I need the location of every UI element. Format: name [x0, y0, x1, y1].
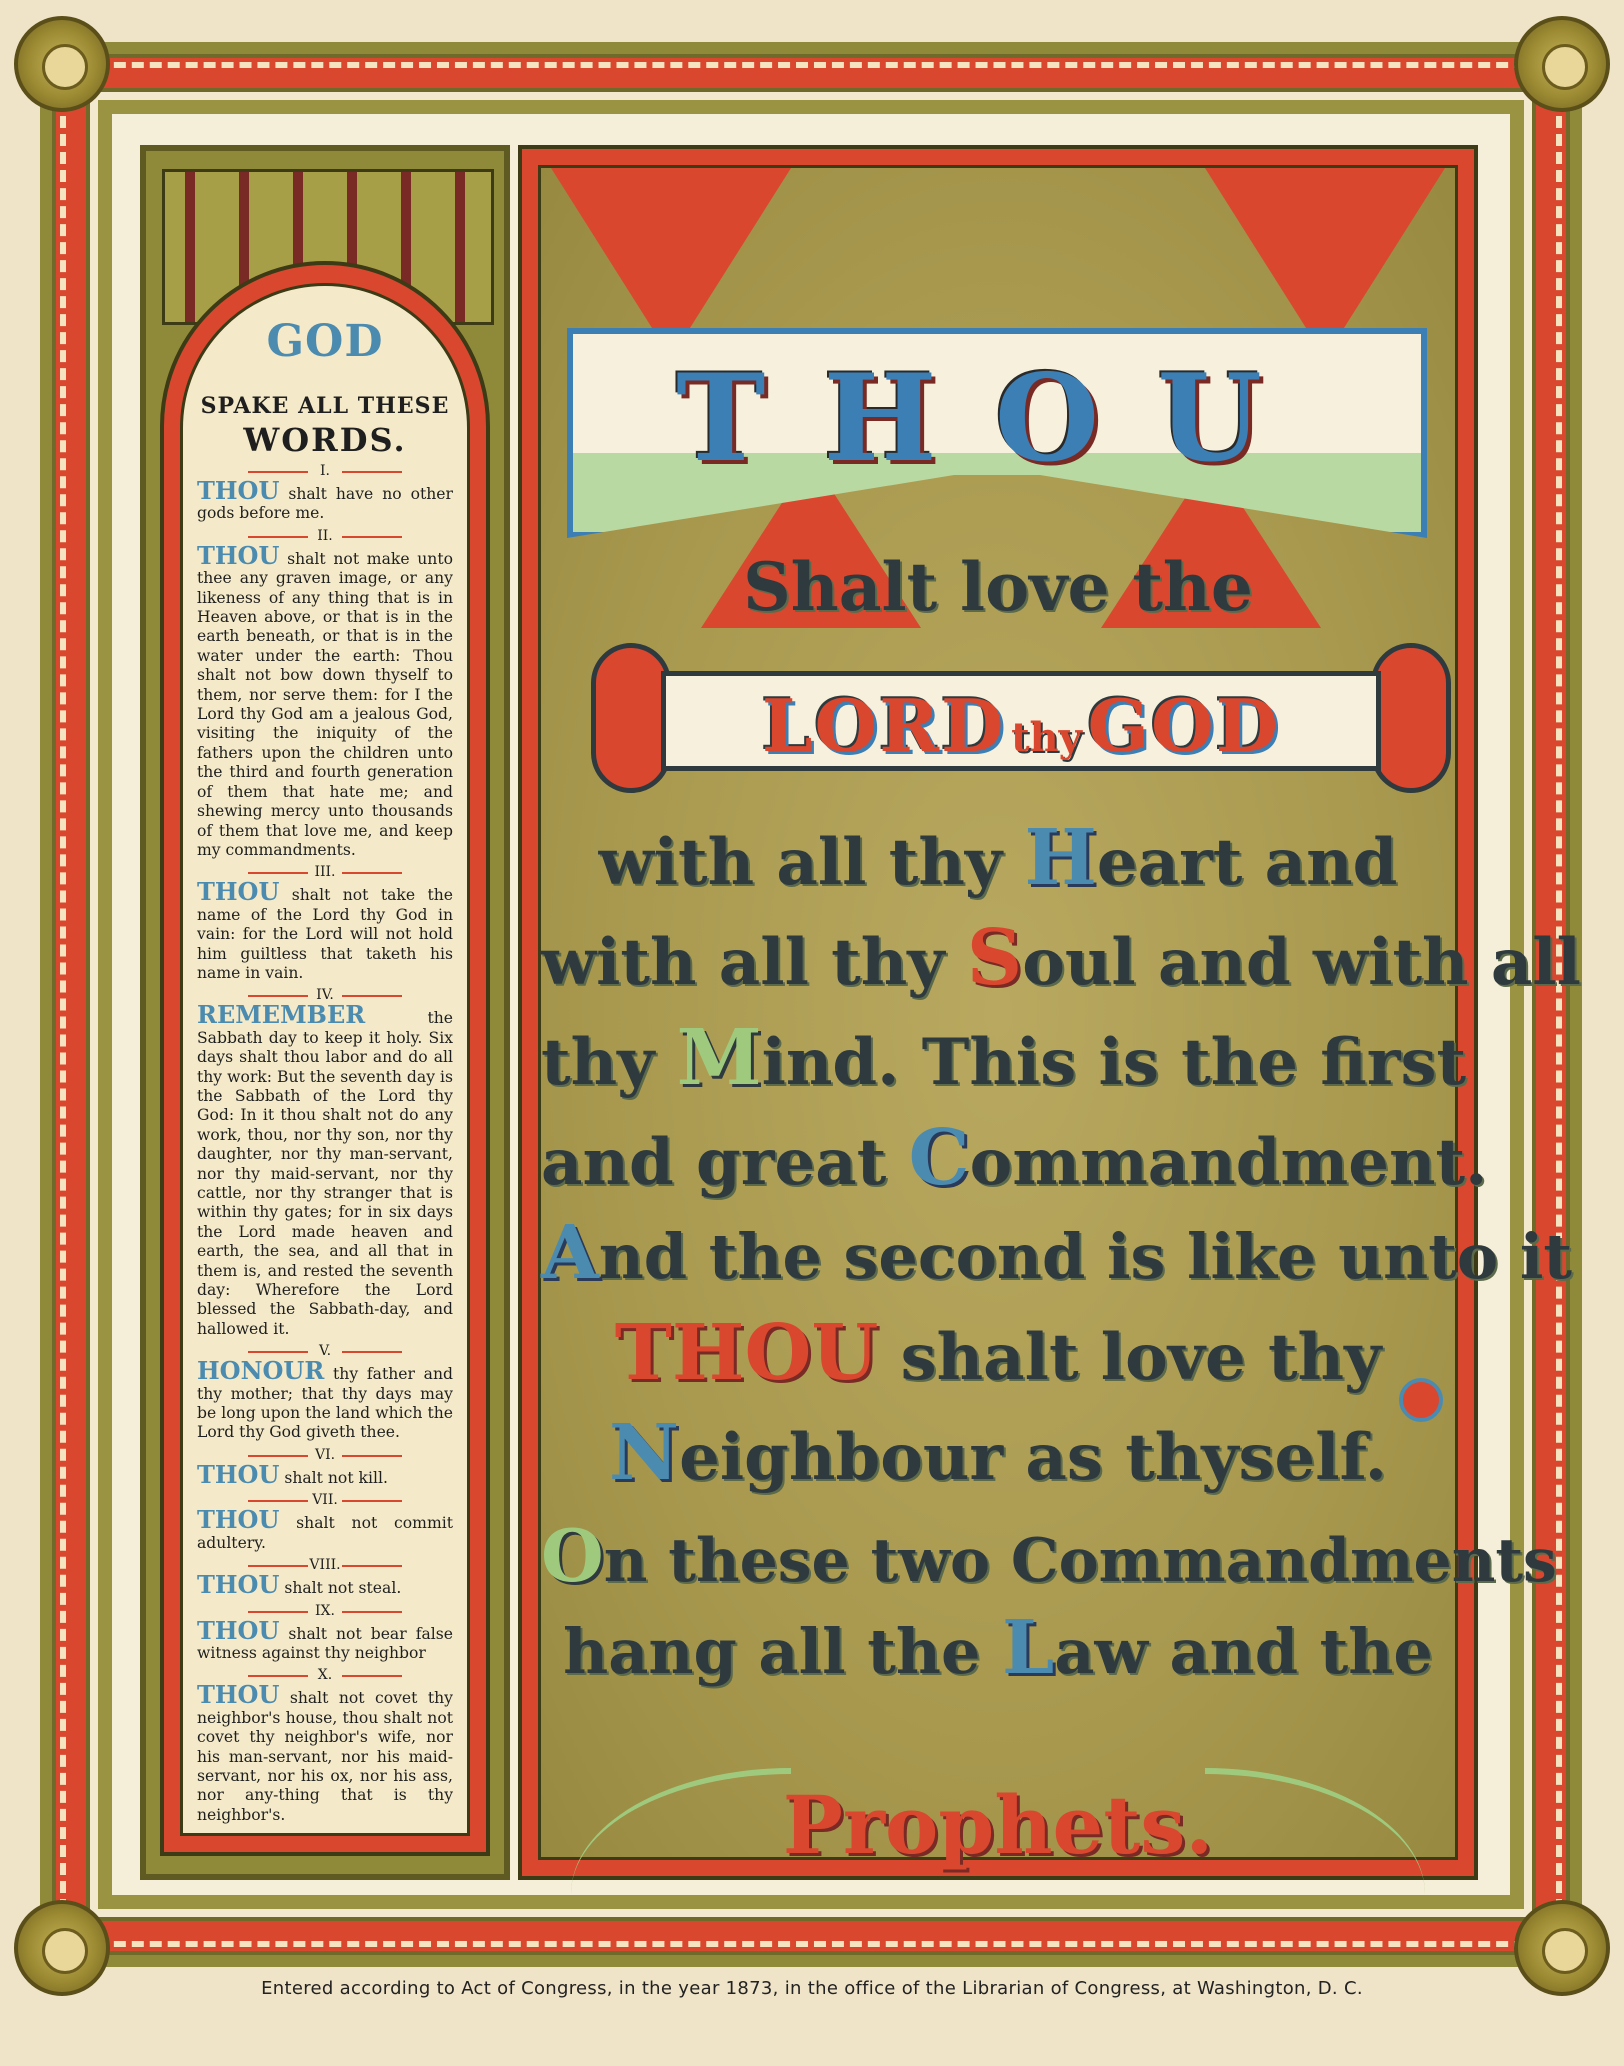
illuminated-capital: M [676, 1013, 762, 1103]
commandment-numeral: IV. [197, 987, 453, 1003]
line-text: ommandment. [969, 1125, 1488, 1200]
line-text: with all thy [598, 825, 1025, 900]
commandment-body: shalt not covet thy neighbor's house, thou shalt not covet thy neighbor's wife, nor his man-servant, nor his maid-servant, nor his ox, nor his ass, nor any-thing that is thy neighbor's. [197, 1689, 453, 1824]
line-text: oul and with all [1022, 925, 1581, 1000]
commandment-numeral: VIII. [197, 1557, 453, 1573]
commandment-text [197, 476, 453, 524]
commandment-numeral: VI. [197, 1447, 453, 1463]
commandment-item [197, 1667, 453, 1825]
commandment-numeral: III. [197, 864, 453, 880]
commandment-lead-word: THOU [197, 1570, 280, 1600]
body-line [541, 1013, 1467, 1103]
line-text: and great [541, 1125, 909, 1200]
commandment-text [197, 1615, 453, 1664]
commandment-numeral: II. [197, 528, 453, 544]
commandment-body: shalt not make unto thee any graven image, or any likeness of any thing that is in Heaven above, or that is in the earth beneath, or that is in the water under the earth: Thou shalt not bow down thyself to them, nor serve them: for I the Lord thy God am a jealous God, visiting the iniquity of the fathers upon the children unto the third and fourth generation of them that hate me; and shewing mercy unto thousands of them that love me, and keep my commandments. [197, 549, 453, 859]
body-line [541, 813, 1455, 903]
body-line [541, 1603, 1455, 1691]
commandment-body: the Sabbath day to keep it holy. Six days shalt thou labor and do all thy work: But the seventh day is the Sabbath of the Lord thy God: In it thou shalt not do any work, thou, nor thy son, nor thy daughter, nor thy man-servant, nor thy maid-servant, nor thy cattle, nor thy stranger that is within thy gates; for in six days the Lord made heaven and earth, the sea, and all that in them is, and rested the seventh day: Wherefore the Lord blessed the Sabbath-day, and hallowed it. [197, 1009, 453, 1338]
commandment-lead-word: REMEMBER [197, 1000, 366, 1030]
lord-thy-god [591, 683, 1451, 768]
commandment-numeral: X. [197, 1667, 453, 1683]
commandment-item [197, 1557, 453, 1598]
commandment-lead-word: THOU [197, 1505, 280, 1535]
illuminated-capital: A [541, 1208, 599, 1296]
commandment-lead-word: THOU [197, 476, 280, 505]
commandment-item [197, 528, 453, 861]
gold-field [538, 165, 1581, 1872]
commandment-body: shalt not steal. [279, 1579, 402, 1598]
commandment-item [197, 1447, 453, 1488]
line-text: eighbour as thyself. [679, 1420, 1388, 1495]
illuminated-capital: N [608, 1408, 680, 1498]
commandment-body: shalt not commit adultery. [197, 1514, 453, 1552]
commandment-body: shalt have no other gods before me. [197, 485, 453, 523]
illuminated-capital: H [1024, 813, 1097, 903]
commandment-body: shalt not bear false witness against thy neighbor [197, 1624, 453, 1662]
commandment-lead-word: THOU [197, 1680, 280, 1710]
commandment-text [197, 540, 453, 861]
commandment-body: shalt not kill. [279, 1468, 388, 1487]
spake-heading: SPAKE ALL THESE [200, 393, 450, 419]
commandment-text [197, 1459, 453, 1489]
illuminated-capital: S [966, 913, 1023, 1003]
commandment-text [197, 1680, 453, 1825]
commandment-numeral: I. [197, 463, 453, 479]
thy-word: thy [1011, 714, 1082, 761]
commandment-item [197, 1492, 453, 1553]
words-heading: WORDS. [243, 421, 407, 459]
line-text: hang all the [563, 1615, 1003, 1688]
body-line [541, 1113, 1488, 1203]
line-text: n these two Commandments [603, 1526, 1557, 1596]
body-line [541, 913, 1581, 1003]
commandment-item [197, 463, 453, 524]
left-commandments-panel [140, 145, 510, 1880]
god-heading: GOD [266, 316, 384, 367]
commandment-lead-word: HONOUR [197, 1356, 325, 1386]
commandment-body: thy father and thy mother; that thy days may be long upon the land which the Lord thy God giveth thee. [197, 1365, 453, 1442]
lord-scroll [591, 653, 1451, 793]
commandments-list [183, 316, 467, 1825]
line-text: aw and the [1054, 1615, 1433, 1688]
corner-ornament-top-left [14, 16, 110, 112]
commandment-items [197, 463, 453, 1825]
line-text: shalt love thy [878, 1320, 1382, 1395]
line-text: eart and [1096, 825, 1398, 900]
commandment-item [197, 864, 453, 983]
line-text: thy [541, 1025, 677, 1100]
commandment-lead-word: THOU [197, 540, 280, 570]
line-text: ind. This is the first [761, 1025, 1467, 1100]
body-line [541, 1208, 1573, 1296]
commandment-item [197, 1343, 453, 1443]
commandment-text [197, 1570, 453, 1600]
lord-word: LORD [761, 683, 1006, 768]
shalt-love-line: Shalt love the [743, 548, 1253, 626]
line-text: with all thy [541, 925, 967, 1000]
corner-ornament-top-right [1514, 16, 1610, 112]
illuminated-capital: O [541, 1513, 604, 1598]
rosette-ornament [1399, 1378, 1443, 1422]
illuminated-capital: L [1002, 1603, 1055, 1691]
commandment-lead-word: THOU [197, 877, 280, 907]
thou-heading: THOU [676, 348, 1320, 489]
illuminated-capital: THOU [614, 1308, 879, 1398]
arch-inner [180, 283, 470, 1836]
commandment-numeral: VII. [197, 1492, 453, 1508]
god-word: GOD [1087, 683, 1281, 768]
commandment-numeral: V. [197, 1343, 453, 1359]
great-commandment-panel [518, 145, 1581, 1880]
body-line [541, 1408, 1455, 1498]
commandment-text [197, 1356, 453, 1443]
gothic-arch [160, 261, 490, 1856]
commandment-lead-word: THOU [197, 1459, 280, 1489]
commandment-item [197, 987, 453, 1339]
commandment-item [197, 1603, 453, 1664]
prophets-word: Prophets. [782, 1778, 1214, 1872]
body-line [541, 1308, 1455, 1398]
commandment-text [197, 1000, 453, 1339]
commandment-lead-word: THOU [197, 1615, 280, 1645]
illuminated-capital: C [908, 1113, 970, 1203]
commandment-body: shalt not take the name of the Lord thy God in vain: for the Lord will not hold him guiltless that taketh his name in vain. [197, 886, 453, 982]
commandment-text [197, 1505, 453, 1553]
line-text: nd the second is like unto it [598, 1220, 1573, 1293]
copyright-footer: Entered according to Act of Congress, in the year 1873, in the office of the Librarian of Congress, at Washington, D. C. [261, 1978, 1363, 1999]
commandment-numeral: IX. [197, 1603, 453, 1619]
body-line [541, 1513, 1557, 1598]
commandment-text [197, 877, 453, 983]
